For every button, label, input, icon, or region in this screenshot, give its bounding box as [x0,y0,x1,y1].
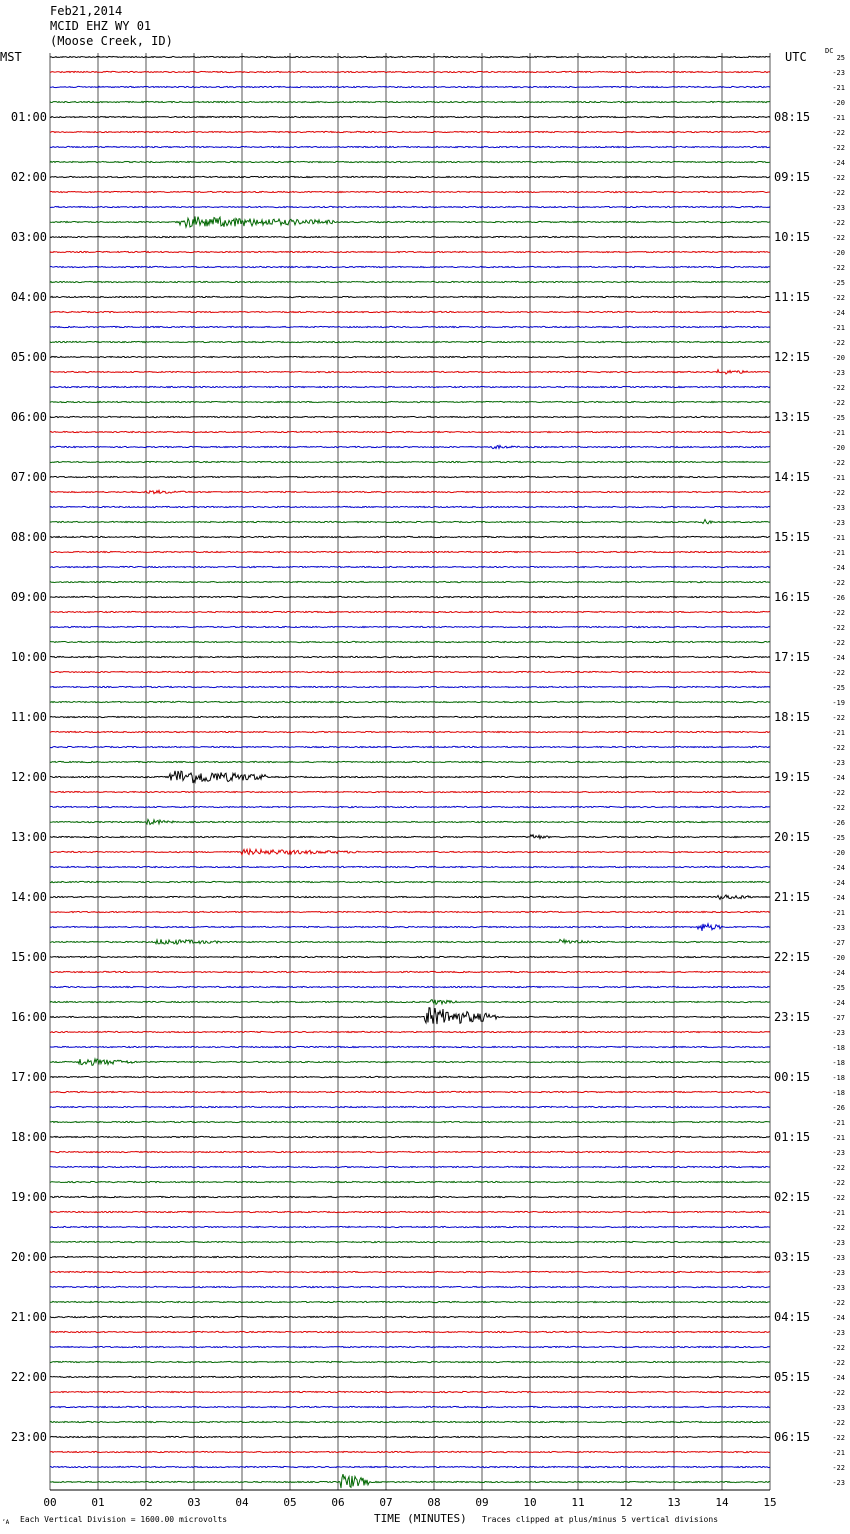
trace-line [50,1391,770,1392]
dc-value: -22 [832,174,845,182]
trace-line [50,1474,770,1488]
left-hour-label: 18:00 [10,1130,47,1144]
dc-value: -25 [832,834,845,842]
dc-value: -26 [832,1104,845,1112]
trace-line [50,1151,770,1152]
dc-value: -23 [832,204,845,212]
x-tick-label: 05 [283,1496,297,1509]
left-hour-label: 08:00 [10,530,47,544]
right-hour-label: 20:15 [774,830,811,844]
dc-value: -22 [832,744,845,752]
trace-line [50,191,770,192]
dc-value: -23 [832,1149,845,1157]
x-tick-label: 00 [43,1496,57,1509]
left-hour-label: 12:00 [10,770,47,784]
trace-line [50,386,770,387]
dc-value: -21 [832,429,845,437]
trace-line [50,1091,770,1092]
left-hour-label: 13:00 [10,830,47,844]
trace-line [50,341,770,342]
left-hour-label: 10:00 [10,650,47,664]
trace-line [50,86,770,87]
dc-value: -22 [832,1464,845,1472]
trace-line [50,506,770,507]
trace-line [50,476,770,477]
trace-line [50,1421,770,1422]
trace-line [50,71,770,72]
dc-value: -23 [832,1254,845,1262]
dc-value: -23 [832,1239,845,1247]
dc-value: -22 [832,489,845,497]
dc-value: -24 [832,774,845,782]
title-location: (Moose Creek, ID) [50,34,173,48]
trace-line [50,101,770,102]
right-hour-label: 21:15 [774,890,811,904]
right-hour-label: 23:15 [774,1010,811,1024]
trace-line [50,1076,770,1077]
left-hour-label: 04:00 [10,290,47,304]
trace-line [50,1376,770,1377]
trace-line [50,1046,770,1047]
dc-value: -24 [832,879,845,887]
trace-line [50,1406,770,1407]
right-hour-label: 22:15 [774,950,811,964]
trace-line [50,746,770,747]
trace-line [50,1331,770,1332]
dc-value: -27 [832,1014,845,1022]
x-tick-label: 10 [523,1496,537,1509]
dc-value: -23 [832,1029,845,1037]
trace-line [50,281,770,282]
left-hour-label: 20:00 [10,1250,47,1264]
x-tick-label: 01 [91,1496,105,1509]
trace-line [50,1436,770,1437]
trace-line [50,266,770,267]
right-hour-label: 03:15 [774,1250,811,1264]
left-hour-label: 05:00 [10,350,47,364]
trace-line [50,581,770,582]
x-tick-label: 08 [427,1496,441,1509]
trace-line [50,835,770,839]
trace-line [50,1271,770,1272]
dc-value: -22 [832,339,845,347]
dc-value: -21 [832,84,845,92]
dc-value: -26 [832,819,845,827]
dc-value: -24 [832,309,845,317]
footer-scale-note: Each Vertical Division = 1600.00 microvolts [20,1515,228,1524]
right-hour-label: 17:15 [774,650,811,664]
trace-line [50,520,770,524]
dc-value: -22 [832,639,845,647]
left-hour-label: 23:00 [10,1430,47,1444]
right-hour-label: 05:15 [774,1370,811,1384]
trace-line [50,1301,770,1302]
dc-value: -20 [832,444,845,452]
dc-value: -22 [832,714,845,722]
trace-line [50,1241,770,1242]
right-hour-label: 12:15 [774,350,811,364]
right-hour-label: 02:15 [774,1190,811,1204]
dc-value: -27 [832,939,845,947]
x-tick-label: 03 [187,1496,201,1509]
trace-line [50,296,770,297]
dc-value: 25 [836,54,845,62]
right-hour-label: 00:15 [774,1070,811,1084]
right-hour-label: 11:15 [774,290,811,304]
trace-line [50,716,770,717]
dc-value: -22 [832,1299,845,1307]
dc-value: -21 [832,114,845,122]
trace-line [50,924,770,931]
dc-value: -24 [832,864,845,872]
dc-value: -21 [832,909,845,917]
dc-value: -24 [832,564,845,572]
trace-line [50,356,770,357]
dc-value: -24 [832,654,845,662]
footer-corner-mark: ‘A [2,1519,10,1526]
left-hour-label: 15:00 [10,950,47,964]
trace-line [50,56,770,57]
left-timezone-label: MST [0,50,22,64]
trace-line [50,895,770,900]
dc-value: -24 [832,894,845,902]
right-hour-label: 13:15 [774,410,811,424]
right-hour-label: 15:15 [774,530,811,544]
right-hour-label: 04:15 [774,1310,811,1324]
trace-line [50,536,770,537]
title-date: Feb21,2014 [50,4,123,18]
trace-line [50,1346,770,1347]
dc-value: -22 [832,219,845,227]
trace-line [50,986,770,987]
left-hour-labels [11,110,47,1444]
dc-value: -25 [832,984,845,992]
dc-value: -18 [832,1074,845,1082]
dc-value: -18 [832,1044,845,1052]
dc-value: -23 [832,69,845,77]
trace-line [50,1466,770,1467]
dc-value: -24 [832,969,845,977]
trace-line [50,611,770,612]
dc-value: -22 [832,804,845,812]
dc-value: -22 [832,264,845,272]
trace-line [50,671,770,672]
dc-value: -23 [832,1269,845,1277]
trace-line [50,1451,770,1452]
right-hour-label: 10:15 [774,230,811,244]
dc-value: -23 [832,759,845,767]
dc-value: -22 [832,609,845,617]
trace-line [50,1059,770,1065]
trace-line [50,551,770,552]
trace-line [50,1166,770,1167]
trace-line [50,1196,770,1197]
footer-clip-note: Traces clipped at plus/minus 5 vertical divisions [482,1515,719,1524]
right-hour-labels [774,110,810,1444]
left-hour-label: 03:00 [10,230,47,244]
dc-value: -20 [832,354,845,362]
trace-line [50,771,770,783]
dc-value: -21 [832,324,845,332]
right-hour-label: 18:15 [774,710,811,724]
left-hour-label: 11:00 [10,710,47,724]
right-hour-label: 08:15 [774,110,811,124]
trace-line [50,236,770,237]
dc-value: -22 [832,144,845,152]
dc-value: -20 [832,249,845,257]
trace-line [50,116,770,117]
trace-line [50,1008,770,1024]
dc-value: -22 [832,1434,845,1442]
dc-value: -21 [832,474,845,482]
dc-value: -22 [832,1224,845,1232]
dc-value: -25 [832,684,845,692]
dc-value: -22 [832,234,845,242]
x-tick-label: 11 [571,1496,585,1509]
trace-line [50,1106,770,1107]
dc-value: -22 [832,129,845,137]
trace-line [50,461,770,462]
dc-value: -22 [832,1389,845,1397]
left-hour-label: 14:00 [10,890,47,904]
right-timezone-label: UTC [785,50,807,64]
trace-line [50,806,770,807]
x-tick-label: 02 [139,1496,153,1509]
dc-value: -22 [832,579,845,587]
trace-line [50,490,770,493]
trace-line [50,311,770,312]
trace-line [50,641,770,642]
left-hour-label: 02:00 [10,170,47,184]
dc-value: -24 [832,1374,845,1382]
dc-value: -22 [832,399,845,407]
dc-value: -24 [832,1314,845,1322]
trace-line [50,971,770,972]
trace-line [50,881,770,882]
trace-line [50,161,770,162]
dc-value: -24 [832,999,845,1007]
dc-value: -21 [832,729,845,737]
dc-value: -22 [832,789,845,797]
trace-line [50,566,770,567]
trace-line [50,1121,770,1122]
dc-value: -23 [832,924,845,932]
dc-value: -25 [832,279,845,287]
trace-line [50,446,770,449]
trace-line [50,761,770,762]
grid-lines [50,53,770,1490]
trace-line [50,1136,770,1137]
title-station: MCID EHZ WY 01 [50,19,152,33]
x-tick-label: 06 [331,1496,345,1509]
dc-value: -22 [832,1344,845,1352]
x-tick-labels [43,1496,776,1509]
dc-value: -18 [832,1089,845,1097]
trace-line [50,251,770,252]
dc-value: -22 [832,294,845,302]
dc-value: -22 [832,189,845,197]
trace-line [50,216,770,227]
left-hour-label: 07:00 [10,470,47,484]
dc-value: -22 [832,669,845,677]
right-hour-label: 16:15 [774,590,811,604]
x-tick-label: 15 [763,1496,777,1509]
trace-line [50,596,770,597]
dc-value: -21 [832,1119,845,1127]
dc-value: -19 [832,699,845,707]
dc-value: -22 [832,384,845,392]
dc-value: -18 [832,1059,845,1067]
dc-value: -21 [832,549,845,557]
trace-line [50,656,770,657]
trace-line [50,131,770,132]
dc-value: -23 [832,519,845,527]
dc-value: -23 [832,1479,845,1487]
right-hour-label: 14:15 [774,470,811,484]
traces [50,56,770,1488]
trace-line [50,370,770,374]
trace-line [50,686,770,687]
dc-value: -22 [832,459,845,467]
dc-value: -24 [832,159,845,167]
trace-line [50,1226,770,1227]
trace-line [50,176,770,177]
trace-line [50,1211,770,1212]
left-hour-label: 22:00 [10,1370,47,1384]
left-hour-label: 21:00 [10,1310,47,1324]
dc-values [832,54,845,1487]
dc-value: -23 [832,369,845,377]
x-tick-label: 04 [235,1496,249,1509]
trace-line [50,956,770,957]
trace-line [50,401,770,402]
right-hour-label: 06:15 [774,1430,811,1444]
trace-line [50,701,770,702]
dc-value: -20 [832,99,845,107]
dc-value: -21 [832,1209,845,1217]
x-tick-label: 13 [667,1496,681,1509]
trace-line [50,431,770,432]
trace-line [50,206,770,207]
x-tick-label: 09 [475,1496,489,1509]
trace-line [50,626,770,627]
dc-value: -26 [832,594,845,602]
trace-line [50,1316,770,1317]
dc-value: -21 [832,534,845,542]
trace-line [50,416,770,417]
dc-value: -22 [832,1194,845,1202]
right-hour-label: 19:15 [774,770,811,784]
dc-label: DC [825,47,834,55]
dc-value: -22 [832,624,845,632]
trace-line [50,849,770,855]
x-axis-label: TIME (MINUTES) [374,1512,467,1525]
trace-line [50,911,770,912]
dc-value: -23 [832,1329,845,1337]
trace-line [50,146,770,147]
trace-line [50,1181,770,1182]
dc-value: -25 [832,414,845,422]
x-tick-label: 07 [379,1496,393,1509]
trace-line [50,866,770,867]
dc-value: -22 [832,1179,845,1187]
trace-line [50,791,770,792]
trace-line [50,1256,770,1257]
trace-line [50,1361,770,1362]
trace-line [50,1031,770,1032]
dc-value: -22 [832,1359,845,1367]
left-hour-label: 06:00 [10,410,47,424]
dc-value: -22 [832,1419,845,1427]
left-hour-label: 01:00 [10,110,47,124]
trace-line [50,731,770,732]
trace-line [50,819,770,824]
trace-line [50,326,770,327]
dc-value: -21 [832,1134,845,1142]
dc-value: -20 [832,849,845,857]
right-hour-label: 01:15 [774,1130,811,1144]
trace-line [50,1000,770,1005]
dc-value: -23 [832,504,845,512]
trace-line [50,939,770,944]
x-tick-label: 12 [619,1496,633,1509]
x-tick-label: 14 [715,1496,729,1509]
dc-value: -22 [832,1164,845,1172]
dc-value: -21 [832,1449,845,1457]
left-hour-label: 19:00 [10,1190,47,1204]
dc-value: -20 [832,954,845,962]
trace-line [50,1286,770,1287]
left-hour-label: 09:00 [10,590,47,604]
dc-value: -23 [832,1404,845,1412]
right-hour-label: 09:15 [774,170,811,184]
left-hour-label: 16:00 [10,1010,47,1024]
left-hour-label: 17:00 [10,1070,47,1084]
dc-value: -23 [832,1284,845,1292]
